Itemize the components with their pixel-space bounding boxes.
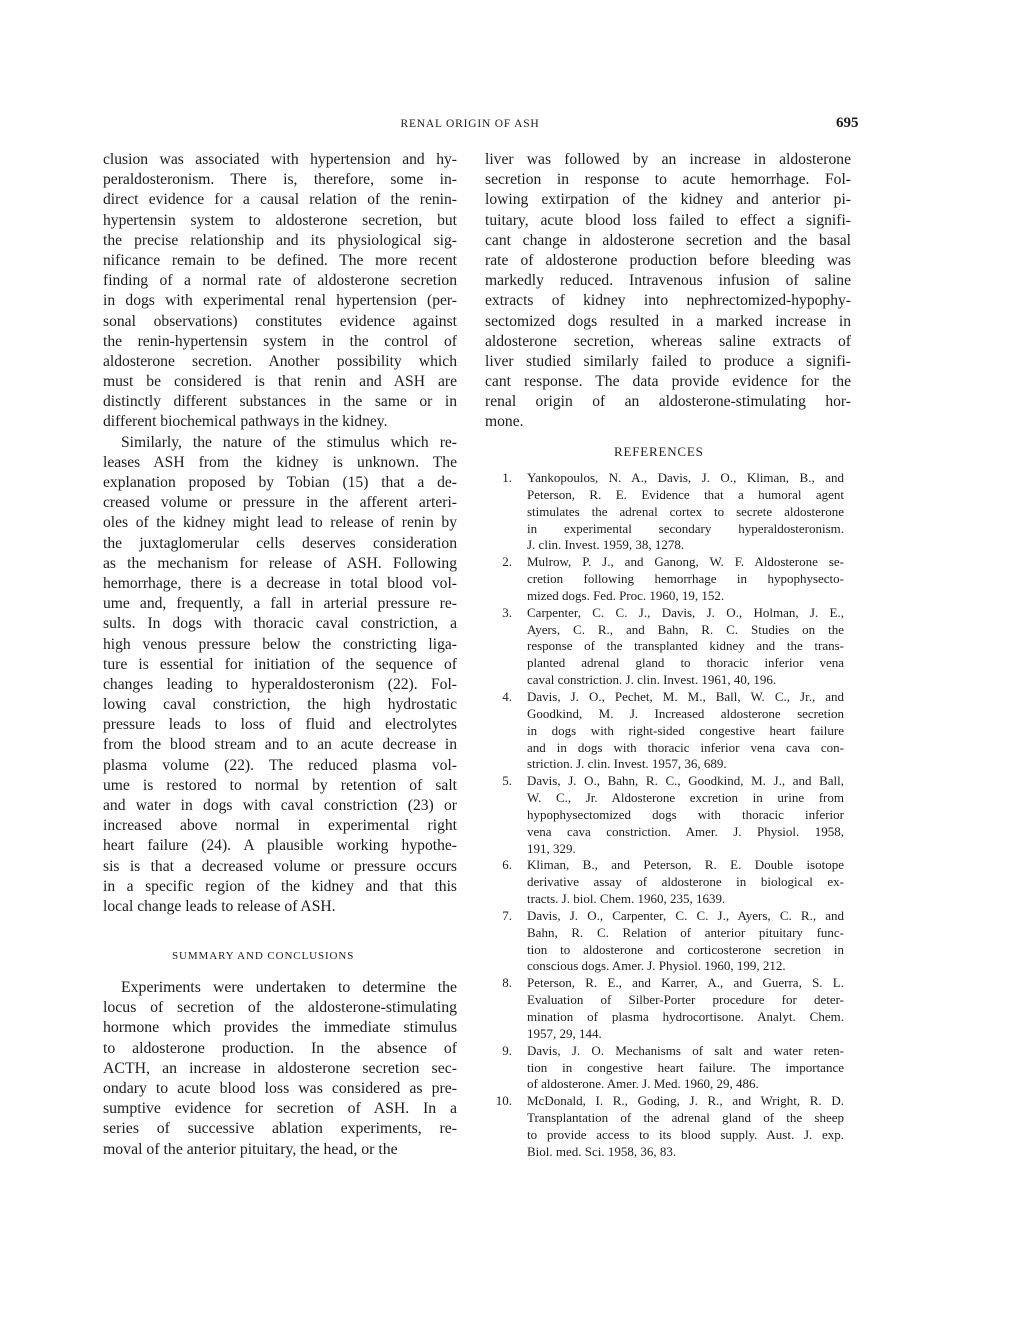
text-line: in experimental secondary hyperaldosteronism. bbox=[527, 520, 844, 536]
text-line: peraldosteronism. There is, therefore, some in- bbox=[103, 171, 457, 189]
text-line: Biol. med. Sci. 1958, 36, 83. bbox=[527, 1143, 677, 1159]
text-line: as the mechanism for release of ASH. Following bbox=[103, 554, 457, 572]
text-line: mination of plasma hydrocortisone. Analyt. Chem. bbox=[527, 1009, 844, 1024]
text-line: and in dogs with thoracic inferior vena cava con- bbox=[527, 739, 844, 755]
text-line: striction. J. clin. Invest. 1957, 36, 689. bbox=[527, 756, 727, 772]
text-line: hypophysectomized dogs with thoracic inferior bbox=[527, 806, 844, 822]
text-line: series of successive ablation experiments, re- bbox=[103, 1120, 457, 1138]
text-line: ACTH, an increase in aldosterone secretion sec- bbox=[103, 1059, 457, 1077]
running-title: RENAL ORIGIN OF ASH bbox=[400, 118, 540, 130]
reference-item bbox=[490, 857, 844, 908]
text-line: the precise relationship and its physiological sig- bbox=[103, 231, 457, 249]
section-heading-summary: SUMMARY AND CONCLUSIONS bbox=[172, 950, 355, 962]
text-line: explanation proposed by Tobian (15) that a de- bbox=[103, 474, 457, 491]
text-line: mone. bbox=[485, 413, 524, 431]
text-line: Davis, J. O., Carpenter, C. C. J., Ayers, C. R., and bbox=[527, 907, 844, 923]
text-line: the renin-hypertensin system in the control of bbox=[103, 332, 457, 350]
text-line: cant change in aldosterone secretion and the basal bbox=[485, 231, 851, 249]
text-line: sectomized dogs resulted in a marked increase in bbox=[485, 312, 851, 330]
text-line: derivative assay of aldosterone in biological ex- bbox=[527, 874, 844, 890]
text-line: locus of secretion of the aldosterone-stimulating bbox=[103, 999, 457, 1017]
text-line: Kliman, B., and Peterson, R. E. Double isotope bbox=[527, 857, 844, 873]
reference-item bbox=[490, 1043, 844, 1094]
text-line: McDonald, I. R., Goding, J. R., and Wright, R. D. bbox=[527, 1093, 844, 1109]
text-line: tracts. J. biol. Chem. 1960, 235, 1639. bbox=[527, 891, 726, 907]
right-column-body bbox=[485, 150, 851, 433]
text-line: Ayers, C. R., and Bahn, R. C. Studies on the bbox=[527, 621, 844, 637]
text-line: Davis, J. O., Pechet, M. M., Ball, W. C., Jr., and bbox=[527, 688, 844, 704]
text-line: hormone which provides the immediate stimulus bbox=[103, 1019, 457, 1037]
reference-number: 3. bbox=[502, 604, 512, 620]
text-line: clusion was associated with hypertension and hy- bbox=[103, 151, 457, 168]
text-line: 191, 329. bbox=[527, 840, 576, 856]
reference-number: 10. bbox=[495, 1093, 512, 1109]
text-line: increased above normal in experimental right bbox=[103, 817, 457, 835]
reference-number: 5. bbox=[502, 773, 512, 789]
text-line: high venous pressure below the constricting liga- bbox=[103, 635, 457, 653]
text-line: ondary to acute blood loss was considered as pre- bbox=[103, 1079, 457, 1097]
text-line: of aldosterone. Amer. J. Med. 1960, 29, 486. bbox=[527, 1076, 759, 1092]
text-line: the juxtaglomerular cells deserves consideration bbox=[103, 534, 457, 552]
text-line: heart failure (24). A plausible working hypothe- bbox=[103, 837, 457, 855]
text-line: aldosterone secretion, whereas saline extracts of bbox=[485, 332, 851, 350]
reference-item bbox=[490, 773, 844, 857]
text-line: ume and, frequently, a fall in arterial pressure re- bbox=[103, 595, 457, 613]
reference-item bbox=[490, 975, 844, 1042]
text-line: tion to aldosterone and corticosterone secretion in bbox=[527, 941, 844, 957]
text-line: secretion in response to acute hemorrhage. Fol- bbox=[485, 171, 851, 189]
reference-number: 1. bbox=[502, 470, 512, 485]
text-line: Peterson, R. E. Evidence that a humoral agent bbox=[527, 486, 844, 502]
text-line: Experiments were undertaken to determine the bbox=[121, 979, 457, 996]
left-column-body bbox=[103, 150, 457, 917]
text-line: ture is essential for initiation of the sequence of bbox=[103, 655, 457, 673]
text-line: hemorrhage, there is a decrease in total blood vol- bbox=[103, 574, 457, 592]
text-line: to provide access to its blood supply. Aust. J. exp. bbox=[527, 1126, 844, 1142]
text-line: Evaluation of Silber-Porter procedure for deter- bbox=[527, 992, 844, 1008]
references-list bbox=[490, 470, 844, 1161]
text-line: in dogs with right-sided congestive heart failure bbox=[527, 722, 844, 738]
text-line: 1957, 29, 144. bbox=[527, 1025, 602, 1041]
text-line: Davis, J. O. Mechanisms of salt and water reten- bbox=[527, 1042, 844, 1058]
text-line: tuitary, acute blood loss failed to effect a signifi- bbox=[485, 211, 851, 229]
text-line: and water in dogs with caval constriction (23) or bbox=[103, 797, 457, 814]
references-heading: REFERENCES bbox=[614, 444, 704, 459]
text-line: from the blood stream and to an acute decrease in bbox=[103, 736, 457, 754]
text-line: cant response. The data provide evidence for the bbox=[485, 373, 851, 391]
text-line: liver studied similarly failed to produce a signifi- bbox=[485, 352, 851, 370]
reference-item bbox=[490, 554, 844, 605]
page-number: 695 bbox=[836, 115, 859, 131]
text-line: rate of aldosterone production before bleeding was bbox=[485, 251, 851, 269]
paragraph bbox=[103, 433, 457, 918]
text-line: to aldosterone production. In the absence of bbox=[103, 1039, 457, 1057]
reference-number: 4. bbox=[502, 688, 512, 704]
text-line: direct evidence for a causal relation of the renin- bbox=[103, 191, 457, 209]
text-line: Goodkind, M. J. Increased aldosterone secretion bbox=[527, 705, 844, 721]
text-line: renal origin of an aldosterone-stimulating hor- bbox=[485, 393, 851, 411]
text-line: sults. In dogs with thoracic caval constriction, a bbox=[103, 615, 457, 633]
text-line: stimulates the adrenal cortex to secrete aldosterone bbox=[527, 503, 844, 519]
text-line: lowing extirpation of the kidney and anterior pi- bbox=[485, 191, 851, 209]
reference-item bbox=[490, 605, 844, 689]
reference-item bbox=[490, 470, 844, 554]
text-line: Carpenter, C. C. J., Davis, J. O., Holman, J. E., bbox=[527, 604, 844, 620]
text-line: extracts of kidney into nephrectomized-hypophy- bbox=[485, 292, 851, 310]
text-line: in a specific region of the kidney and that this bbox=[103, 877, 457, 895]
reference-number: 8. bbox=[502, 975, 512, 991]
text-line: Mulrow, P. J., and Ganong, W. F. Aldosterone se- bbox=[527, 554, 844, 570]
text-line: W. C., Jr. Aldosterone excretion in urine from bbox=[527, 790, 844, 806]
text-line: liver was followed by an increase in aldosterone bbox=[485, 151, 851, 168]
text-line: Yankopoulos, N. A., Davis, J. O., Kliman, B., and bbox=[527, 470, 844, 485]
reference-item bbox=[490, 908, 844, 975]
text-line: planted adrenal gland to thoracic inferior vena bbox=[527, 655, 844, 671]
text-line: hypertensin system to aldosterone secretion, but bbox=[103, 211, 457, 229]
reference-number: 6. bbox=[502, 857, 512, 873]
text-line: vena cava constriction. Amer. J. Physiol. 1958, bbox=[527, 823, 844, 839]
text-line: plasma volume (22). The reduced plasma vol- bbox=[103, 756, 457, 774]
text-line: nificance remain to be defined. The more recent bbox=[103, 251, 457, 269]
text-line: caval constriction. J. clin. Invest. 1961, 40, 196. bbox=[527, 672, 777, 688]
text-line: aldosterone secretion. Another possibility which bbox=[103, 352, 457, 370]
text-line: J. clin. Invest. 1959, 38, 1278. bbox=[527, 537, 685, 553]
text-line: Bahn, R. C. Relation of anterior pituitary func- bbox=[527, 924, 844, 940]
text-line: Peterson, R. E., and Karrer, A., and Guerra, S. L. bbox=[527, 975, 844, 991]
text-line: in dogs with experimental renal hypertension (per- bbox=[103, 292, 457, 310]
reference-number: 9. bbox=[502, 1042, 512, 1058]
text-line: response of the transplanted kidney and the trans- bbox=[527, 638, 844, 654]
summary-paragraph bbox=[103, 978, 457, 1160]
text-line: different biochemical pathways in the kidney. bbox=[103, 413, 388, 431]
text-line: mized dogs. Fed. Proc. 1960, 19, 152. bbox=[527, 587, 725, 603]
text-line: local change leads to release of ASH. bbox=[103, 897, 336, 915]
text-line: conscious dogs. Amer. J. Physiol. 1960, 199, 212. bbox=[527, 958, 786, 974]
text-line: moval of the anterior pituitary, the head, or the bbox=[103, 1140, 398, 1158]
text-line: oles of the kidney might lead to release of renin by bbox=[103, 514, 457, 532]
text-line: pressure leads to loss of fluid and electrolytes bbox=[103, 716, 457, 734]
text-line: markedly reduced. Intravenous infusion of saline bbox=[485, 272, 851, 290]
text-line: changes leading to hyperaldosteronism (22). Fol- bbox=[103, 675, 457, 693]
text-line: leases ASH from the kidney is unknown. The bbox=[103, 453, 457, 471]
text-line: finding of a normal rate of aldosterone secretion bbox=[103, 272, 457, 290]
text-line: Transplantation of the adrenal gland of the sheep bbox=[527, 1110, 844, 1126]
text-line: sis is that a decreased volume or pressure occurs bbox=[103, 857, 457, 875]
text-line: sonal observations) constitutes evidence against bbox=[103, 312, 457, 330]
text-line: must be considered is that renin and ASH are bbox=[103, 373, 457, 391]
reference-number: 2. bbox=[502, 554, 512, 570]
reference-item bbox=[490, 689, 844, 773]
text-line: tion in congestive heart failure. The importance bbox=[527, 1059, 844, 1075]
text-line: lowing caval constriction, the high hydrostatic bbox=[103, 696, 457, 714]
reference-item bbox=[490, 1093, 844, 1160]
text-line: ume is restored to normal by retention of salt bbox=[103, 776, 457, 794]
paragraph bbox=[103, 150, 457, 433]
text-line: cretion following hemorrhage in hypophysecto- bbox=[527, 571, 844, 587]
reference-number: 7. bbox=[502, 907, 512, 923]
text-line: Similarly, the nature of the stimulus which re- bbox=[121, 433, 457, 451]
text-line: creased volume or pressure in the afferent arteri- bbox=[103, 494, 457, 512]
text-line: sumptive evidence for secretion of ASH. In a bbox=[103, 1100, 457, 1118]
text-line: distinctly different substances in the same or in bbox=[103, 393, 457, 411]
text-line: Davis, J. O., Bahn, R. C., Goodkind, M. J., and Ball, bbox=[527, 773, 844, 789]
